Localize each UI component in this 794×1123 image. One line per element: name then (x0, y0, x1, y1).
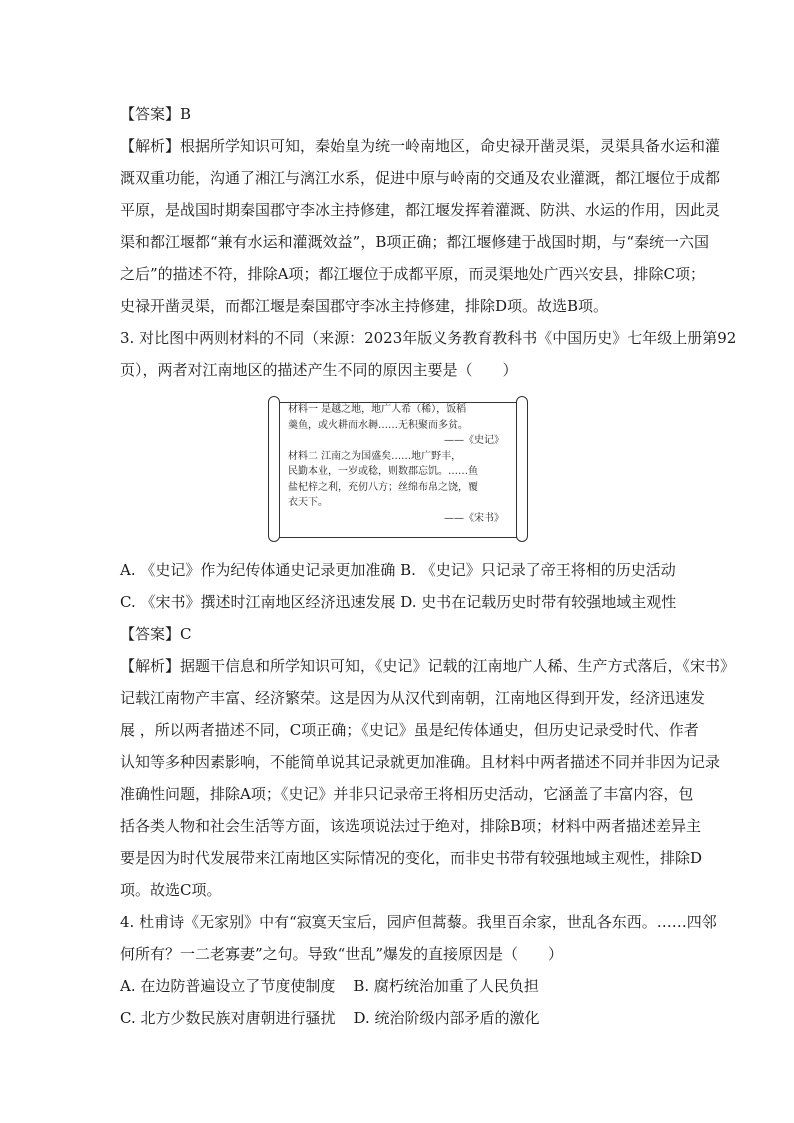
q3-analysis-line: 【解析】据题干信息和所学知识可知，《史记》记载的江南地广人稀、生产方式落后，《宋书》 (120, 657, 736, 675)
q4-stem (120, 906, 717, 970)
q2-analysis-line: 平原，是战国时期秦国郡守李冰主持修建，都江堰发挥着灌溉、防洪、水运的作用，因此灵 (120, 201, 721, 219)
material-two-line: 民勤本业，一岁或稔，则数郡忘饥。……鱼 (288, 466, 478, 477)
q4-option-a: A. 在边防普遍设立了节度使制度 (120, 977, 336, 995)
q2-analysis-line: 溉双重功能，沟通了湘江与漓江水系，促进中原与岭南的交通及农业灌溉，都江堰位于成都 (120, 169, 721, 187)
q3-analysis-line: 记载江南物产丰富、经济繁荣。这是因为从汉代到南朝，江南地区得到开发，经济迅速发 (120, 689, 706, 707)
q3-option-d: D. 史书在记载历史时带有较强地域主观性 (400, 593, 677, 611)
q3-stem-line: 页），两者对江南地区的描述产生不同的原因主要是（ ） (120, 361, 518, 379)
q4-option-d: D. 统治阶级内部矛盾的激化 (353, 1009, 540, 1027)
q4-options-row-2 (120, 1002, 680, 1034)
q4-stem-line: 何所有？一二老寡妻”之句。导致“世乱”爆发的直接原因是（ ） (120, 945, 564, 963)
q3-option-b: B. 《史记》只记录了帝王将相的历史活动 (400, 561, 676, 579)
q4-options-row-1 (120, 970, 680, 1002)
q2-analysis-line: 史禄开凿灵渠，而都江堰是秦国郡守李冰主持修建，排除D项。故选B项。 (120, 297, 609, 315)
q3-analysis-line: 项。故选C项。 (120, 881, 222, 899)
scroll-roll-right (516, 396, 528, 542)
q3-option-a: A. 《史记》作为纪传体通史记录更加准确 (120, 561, 396, 579)
q2-analysis-line: 之后”的描述不符，排除A项；都江堰位于成都平原，而灵渠地处广西兴安县，排除C项； (120, 265, 705, 283)
q3-analysis-line: 认知等多种因素影响，不能简单说其记录就更加准确。且材料中两者描述不同并非因为记录 (120, 753, 721, 771)
q2-answer: 【答案】B (120, 105, 192, 123)
q3-analysis-line: 括各类人物和社会生活等方面，该选项说法过于绝对，排除B项；材料中两者描述差异主 (120, 817, 702, 835)
q3-options-row-2 (120, 586, 680, 618)
q2-analysis (120, 130, 721, 322)
material-text (288, 402, 504, 526)
scroll-roll-left (268, 396, 280, 542)
q3-options-row-1 (120, 554, 680, 586)
material-one-line: 羹鱼，或火耕而水耨……无积聚而多贫。 (288, 419, 468, 431)
q3-analysis-line: 展 ，所以两者描述不同，C项正确；《史记》虽是纪传体通史，但历史记录受时代、作者 (120, 721, 699, 739)
q4-option-b: B. 腐朽统治加重了人民负担 (353, 977, 539, 995)
q2-analysis-line: 【解析】根据所学知识可知，秦始皇为统一岭南地区，命史禄开凿灵渠，灵渠具备水运和灌 (120, 137, 721, 155)
q3-stem-line: 3. 对比图中两则材料的不同（来源：2023年版义务教育教科书《中国历史》七年级上册第92 (120, 329, 737, 347)
q3-analysis-line: 准确性问题，排除A项；《史记》并非只记录帝王将相历史活动，它涵盖了丰富内容，包 (120, 785, 694, 803)
q4-stem-line: 4. 杜甫诗《无家别》中有“寂寞天宝后，园庐但蒿藜。我里百余家，世乱各东西。……四邻 (120, 913, 717, 931)
material-one-line: 材料一 是越之地，地广人希（稀），饭稻 (288, 404, 467, 415)
document-page (120, 98, 737, 1034)
q3-analysis (120, 650, 736, 906)
material-two-line: 衣天下。 (288, 497, 328, 508)
q4-option-c: C. 北方少数民族对唐朝进行骚扰 (120, 1009, 336, 1027)
material-one-source: ——《史记》 (444, 435, 504, 446)
q3-stem (120, 322, 737, 386)
q3-option-c: C. 《宋书》撰述时江南地区经济迅速发展 (120, 593, 396, 611)
material-two-line: 盐杞梓之利，充仞八方；丝绵布帛之饶，覆 (288, 481, 478, 493)
q3-analysis-line: 要是因为时代发展带来江南地区实际情况的变化，而非史书带有较强地域主观性，排除D (120, 849, 703, 867)
q3-answer: 【答案】C (120, 625, 192, 643)
material-two-line: 材料二 江南之为国盛矣……地广野丰， (288, 450, 462, 462)
material-scroll-image (268, 396, 528, 544)
q2-analysis-line: 渠和都江堰都“兼有水运和灌溉效益”，B项正确；都江堰修建于战国时期，与“秦统一六国 (120, 233, 710, 251)
material-two-source: ——《宋书》 (444, 512, 504, 524)
